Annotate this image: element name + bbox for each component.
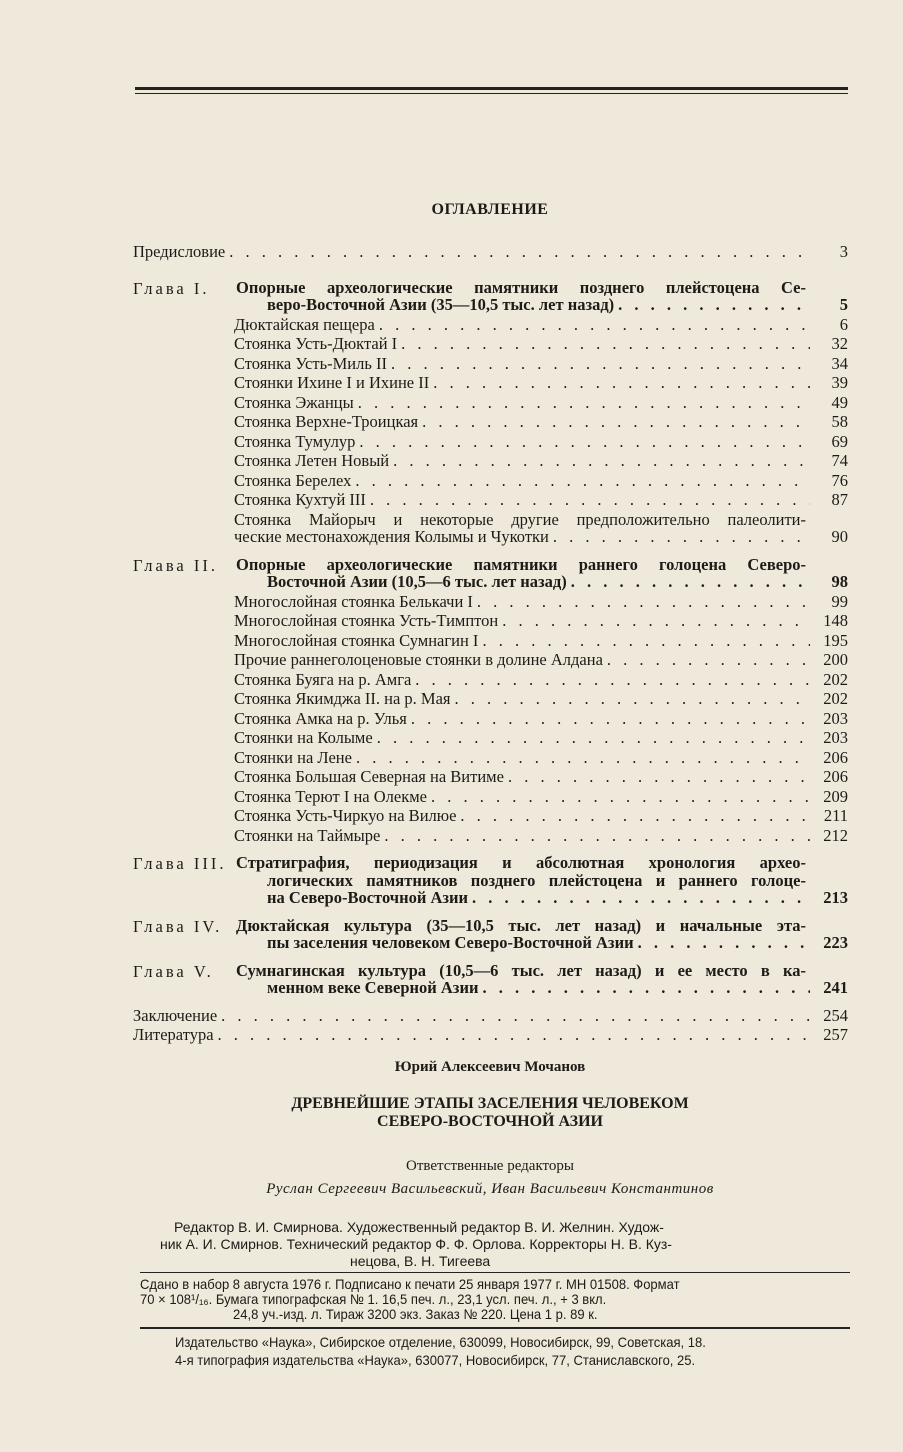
- toc-text: Стоянка Усть-Чиркуо на Вилюе: [234, 806, 457, 825]
- toc-text: Стоянки Ихине I и Ихине II: [234, 373, 430, 392]
- print-line: 70 × 108¹/₁₆. Бумага типографская № 1. 16,5 печ. л., 23,1 усл. печ. л., + 3 вкл.: [140, 1291, 607, 1307]
- toc-text: Прочие раннеголоценовые стоянки в долине Алдана: [234, 650, 603, 669]
- dot-leader: [618, 296, 810, 314]
- page-number: 90: [831, 527, 848, 546]
- author-name: Юрий Алексеевич Мочанов: [394, 1059, 586, 1075]
- dot-leader: [431, 788, 810, 806]
- toc-line: [236, 556, 848, 574]
- toc-line: [234, 433, 848, 451]
- toc-text: Стоянки на Колыме: [234, 728, 373, 747]
- toc-text: Многослойная стоянка Сумнагин I: [234, 630, 479, 650]
- dot-leader: [472, 889, 810, 907]
- toc-section: [234, 316, 848, 334]
- book-title-line-1: ДРЕВНЕЙШИЕ ЭТАПЫ ЗАСЕЛЕНИЯ ЧЕЛОВЕКОМ: [291, 1095, 689, 1112]
- page-number: 202: [823, 689, 848, 708]
- toc-line: [234, 710, 848, 728]
- toc-section: [234, 355, 848, 373]
- print-line: Сдано в набор 8 августа 1976 г. Подписано к печати 25 января 1977 г. МН 01508. Формат: [140, 1276, 680, 1292]
- page-number: 212: [823, 825, 848, 845]
- page-number: 200: [823, 650, 848, 669]
- toc-section: [234, 413, 848, 431]
- toc-text: Стоянка Терют I на Олекме: [234, 786, 427, 806]
- chapter-label: Глава IV.: [133, 916, 223, 936]
- toc-section: [234, 690, 848, 708]
- top-double-rule-2: [135, 93, 848, 94]
- dot-leader: [355, 472, 810, 490]
- page-number: 49: [831, 392, 848, 412]
- chapter-title: [236, 917, 848, 952]
- toc-line: [236, 962, 848, 980]
- chapter-label: Глава I.: [133, 278, 210, 298]
- chapter-label: Глава II.: [133, 555, 218, 575]
- toc-section: [234, 433, 848, 451]
- toc-section: [234, 593, 848, 611]
- page-number: 223: [823, 933, 848, 952]
- toc-line: [234, 807, 848, 825]
- toc-text: Опорные археологические памятники позднего плейстоцена Се-: [236, 277, 806, 297]
- toc-line: [236, 279, 848, 297]
- toc-text: веро-Восточной Азии (35—10,5 тыс. лет назад): [267, 295, 615, 314]
- toc-section: [234, 452, 848, 470]
- publisher-line: 4-я типография издательства «Наука», 630077, Новосибирск, 77, Станиславского, 25.: [175, 1352, 696, 1368]
- toc-section: [234, 768, 848, 786]
- toc-chapter: [133, 854, 848, 907]
- dot-leader: [422, 413, 810, 431]
- toc-line: [234, 355, 848, 373]
- toc-line: [234, 768, 848, 786]
- page-number: 6: [839, 314, 848, 334]
- toc-section: [234, 827, 848, 845]
- toc-text: Стоянка Летен Новый: [234, 451, 390, 470]
- chapter-title: [236, 556, 848, 591]
- staff-line: ник А. И. Смирнов. Технический редактор Ф. Ф. Орлова. Корректоры Н. В. Куз-: [160, 1236, 672, 1252]
- dot-leader: [359, 433, 810, 451]
- dot-leader: [377, 729, 810, 747]
- dot-leader: [508, 768, 810, 786]
- toc-line: [234, 394, 848, 412]
- toc-text: Стоянка Кухтуй III: [234, 490, 366, 509]
- toc-line: [236, 854, 848, 872]
- page-title: ОГЛАВЛЕНИЕ: [431, 201, 549, 218]
- print-info: [140, 1277, 805, 1322]
- page-number: 203: [823, 708, 848, 728]
- toc-text: Стоянка Майорыч и некоторые другие предположительно палеолити-: [234, 509, 806, 529]
- chapter-title: [236, 962, 848, 997]
- toc-line: [234, 593, 848, 611]
- toc-section: [234, 511, 848, 546]
- toc-line: [267, 889, 848, 907]
- toc-chapter: [133, 279, 848, 314]
- toc-line: [267, 979, 848, 997]
- page-number: 76: [831, 470, 848, 490]
- dot-leader: [553, 528, 810, 546]
- toc-section: [234, 710, 848, 728]
- toc-line: [234, 528, 848, 546]
- dot-leader: [477, 593, 810, 611]
- toc-text: Многослойная стоянка Белькачи I: [234, 591, 473, 611]
- toc-line: [234, 452, 848, 470]
- toc-chapter: [133, 556, 848, 591]
- page-number: 74: [831, 451, 848, 470]
- toc-section: [234, 807, 848, 825]
- dot-leader: [356, 749, 810, 767]
- dot-leader: [607, 651, 810, 669]
- page-number: 213: [823, 888, 848, 907]
- toc-text: Заключение: [133, 1005, 218, 1025]
- chapter-title: [236, 279, 848, 314]
- divider: [140, 1327, 850, 1329]
- toc-section: [234, 491, 848, 509]
- toc-section: [234, 612, 848, 630]
- dot-leader: [638, 934, 810, 952]
- dot-leader: [229, 243, 810, 261]
- page-number: 241: [823, 978, 848, 997]
- toc-section: [234, 729, 848, 747]
- table-of-contents: [133, 243, 848, 1046]
- toc-section: [234, 472, 848, 490]
- page-number: 99: [831, 591, 848, 611]
- toc-text: Многослойная стоянка Усть-Тимптон: [234, 611, 499, 630]
- toc-line: [234, 316, 848, 334]
- page-number: 34: [831, 353, 848, 373]
- publisher-line: Издательство «Наука», Сибирское отделение, 630099, Новосибирск, 99, Советская, 18.: [175, 1334, 706, 1350]
- toc-section: [234, 394, 848, 412]
- toc-text: Стоянка Буяга на р. Амга: [234, 669, 412, 689]
- toc-line: [267, 872, 848, 890]
- toc-text: менном веке Северной Азии: [267, 978, 479, 997]
- dot-leader: [415, 671, 810, 689]
- toc-line: [133, 1026, 848, 1044]
- toc-line: [133, 1007, 848, 1025]
- toc-line: [234, 690, 848, 708]
- dot-leader: [482, 979, 810, 997]
- toc-text: Опорные археологические памятники раннего голоцена Северо-: [236, 554, 806, 574]
- toc-line: [133, 243, 848, 261]
- chapter-label: Глава III.: [133, 854, 227, 873]
- toc-text: Дюктайская культура (35—10,5 тыс. лет назад) и начальные эта-: [236, 915, 806, 935]
- toc-text: Предисловие: [133, 242, 226, 261]
- toc-chapter: [133, 962, 848, 997]
- toc-line: [234, 335, 848, 353]
- dot-leader: [393, 452, 810, 470]
- toc-line: [234, 729, 848, 747]
- page-number: 87: [831, 490, 848, 509]
- publisher-info: [175, 1333, 807, 1369]
- dot-leader: [502, 612, 810, 630]
- page-number: 32: [831, 334, 848, 353]
- toc-line: [234, 671, 848, 689]
- page-number: 254: [823, 1005, 848, 1025]
- staff-credits: [160, 1219, 860, 1270]
- page-number: 257: [823, 1025, 848, 1044]
- dot-leader: [379, 316, 810, 334]
- page-number: 203: [823, 728, 848, 747]
- top-double-rule: [135, 87, 848, 90]
- toc-section: [234, 374, 848, 392]
- toc-line: [234, 472, 848, 490]
- page-number: 3: [839, 242, 848, 261]
- toc-text: Стоянка Амка на р. Улья: [234, 708, 407, 728]
- toc-line: [234, 413, 848, 431]
- toc-text: Восточной Азии (10,5—6 тыс. лет назад): [267, 572, 567, 591]
- dot-leader: [218, 1026, 810, 1044]
- toc-text: Стоянка Большая Северная на Витиме: [234, 767, 504, 786]
- toc-line: [234, 612, 848, 630]
- toc-text: Стоянка Эжанцы: [234, 392, 354, 412]
- page-number: 148: [823, 611, 848, 630]
- toc-entry: [133, 1007, 848, 1025]
- toc-text: Стоянка Усть-Миль II: [234, 353, 387, 373]
- toc-line: [234, 788, 848, 806]
- page-number: 202: [823, 669, 848, 689]
- page-number: 209: [823, 786, 848, 806]
- toc-line: [236, 917, 848, 935]
- toc-line: [267, 296, 848, 314]
- dot-leader: [384, 827, 810, 845]
- dot-leader: [433, 374, 810, 392]
- responsible-editors: Руслан Сергеевич Васильевский, Иван Васильевич Константинов: [266, 1181, 714, 1197]
- toc-entry: [133, 1026, 848, 1044]
- page-number: 195: [823, 630, 848, 650]
- page-number: 5: [839, 295, 848, 314]
- staff-line: нецова, В. Н. Тигеева: [350, 1253, 491, 1269]
- toc-section: [234, 788, 848, 806]
- dot-leader: [401, 335, 810, 353]
- dot-leader: [370, 491, 810, 509]
- toc-line: [234, 749, 848, 767]
- page-number: 98: [831, 572, 848, 591]
- toc-line: [234, 651, 848, 669]
- toc-line: [234, 511, 848, 529]
- page-number: 69: [831, 431, 848, 451]
- toc-text: Стратиграфия, периодизация и абсолютная хронология архео-: [236, 853, 806, 872]
- dot-leader: [358, 394, 810, 412]
- toc-section: [234, 749, 848, 767]
- toc-section: [234, 335, 848, 353]
- chapter-label: Глава V.: [133, 961, 214, 981]
- divider: [140, 1272, 850, 1273]
- toc-text: Стоянка Верхне-Троицкая: [234, 412, 419, 431]
- page-number: 58: [831, 412, 848, 431]
- page-number: 211: [823, 806, 848, 825]
- dot-leader: [460, 807, 810, 825]
- dot-leader: [455, 690, 811, 708]
- page-number: 206: [823, 767, 848, 786]
- page-number: 39: [831, 373, 848, 392]
- toc-line: [267, 573, 848, 591]
- toc-line: [234, 374, 848, 392]
- dot-leader: [221, 1007, 810, 1025]
- page-number: 206: [823, 747, 848, 767]
- print-line: 24,8 уч.-изд. л. Тираж 3200 экз. Заказ № 220. Цена 1 р. 89 к.: [233, 1306, 598, 1322]
- toc-chapter: [133, 917, 848, 952]
- staff-line: Редактор В. И. Смирнова. Художественный редактор В. И. Желнин. Худож-: [174, 1219, 664, 1235]
- chapter-title: [236, 854, 848, 907]
- toc-line: [234, 491, 848, 509]
- dot-leader: [411, 710, 810, 728]
- toc-entry: [133, 243, 848, 261]
- toc-line: [267, 934, 848, 952]
- toc-line: [234, 827, 848, 845]
- dot-leader: [571, 573, 810, 591]
- toc-text: Стоянки на Таймыре: [234, 825, 381, 845]
- toc-text: Литература: [133, 1025, 214, 1044]
- toc-text: Стоянки на Лене: [234, 747, 352, 767]
- toc-text: Стоянка Тумулур: [234, 431, 356, 451]
- toc-section: [234, 632, 848, 650]
- book-title-line-2: СЕВЕРО-ВОСТОЧНОЙ АЗИИ: [377, 1113, 603, 1130]
- toc-text: Стоянка Усть-Дюктай I: [234, 334, 398, 353]
- toc-text: Дюктайская пещера: [234, 314, 375, 334]
- toc-section: [234, 671, 848, 689]
- toc-text: Стоянка Берелех: [234, 470, 352, 490]
- toc-text: логических памятников позднего плейстоцена и раннего голоце-: [267, 870, 806, 890]
- toc-text: ческие местонахождения Колымы и Чукотки: [234, 527, 549, 546]
- toc-text: пы заселения человеком Северо-Восточной Азии: [267, 933, 634, 952]
- toc-text: Стоянка Якимджа II. на р. Мая: [234, 689, 451, 708]
- toc-line: [234, 632, 848, 650]
- toc-section: [234, 651, 848, 669]
- responsible-editors-label: Ответственные редакторы: [406, 1158, 574, 1174]
- toc-text: Сумнагинская культура (10,5—6 тыс. лет назад) и ее место в ка-: [236, 960, 806, 980]
- dot-leader: [391, 355, 810, 373]
- dot-leader: [482, 632, 810, 650]
- toc-text: на Северо-Восточной Азии: [267, 888, 469, 907]
